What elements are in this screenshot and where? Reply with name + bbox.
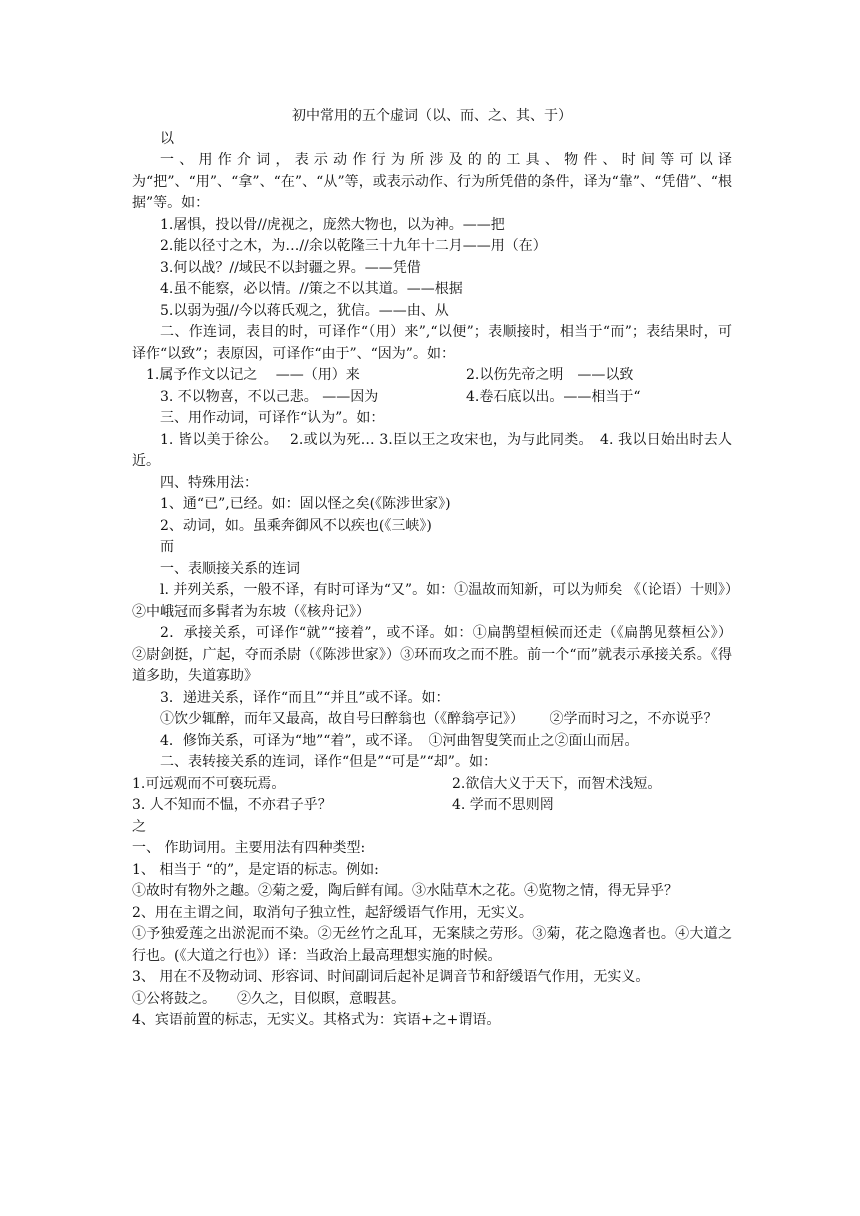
example-cell: 4. 学而不思则罔 <box>452 797 554 813</box>
paragraph: 一、 作助词用。主要用法有四种类型: <box>132 840 366 856</box>
example-line: 1.屠惧，投以骨//虎视之，庞然大物也，以为神。——把 <box>160 216 505 233</box>
example-cell: 3. 不以物喜，不以己悲。 ——因为 <box>160 388 379 405</box>
example-line: 2、动词，如。虽乘奔御风不以疾也(《三峡》) <box>160 517 432 534</box>
paragraph: 一、用作介词，表示动作行为所涉及的的工具、物件、时间等可以译为“把”、“用”、“拿”、“在”、“从”等，或表示动作、行为所凭借的条件，译为“靠”、“凭借”、“根据”等。如： <box>132 152 732 211</box>
example-line: 2.能以径寸之木，为…//余以乾隆三十九年十二月——用（在） <box>160 238 547 254</box>
paragraph: 一、表顺接关系的连词 <box>160 560 300 577</box>
paragraph: 3、 用在不及物动词、形容词、时间副词后起补足调音节和舒缓语气作用，无实义。 <box>132 969 650 985</box>
section-heading-er: 而 <box>160 539 174 555</box>
example-line: ①公将鼓之。 ②久之，目似瞑，意暇甚。 <box>132 990 405 1007</box>
example-row <box>132 795 732 817</box>
example-line: ①故时有物外之趣。②菊之爱，陶后鲜有闻。③水陆草木之花。④览物之情，得无异乎？ <box>132 883 678 899</box>
paragraph: 二、表转接关系的连词，译作“但是”“可是”“却”。如： <box>160 754 497 770</box>
example-cell: 2.欲信大义于天下，而智术浅短。 <box>452 775 662 792</box>
example-cell: 3. 人不知而不愠，不亦君子乎？ <box>132 797 332 813</box>
paragraph: 3．递进关系，译作“而且”“并且”或不译。如： <box>160 689 450 706</box>
paragraph: 2．承接关系，可译作“就”“接着”，或不译。如：①扁鹊望桓候而还走（《扁鹊见蔡桓公》） ②尉剑挺，广起，夺而杀尉（《陈涉世家》）③环而攻之而不胜。前一个“而”就表示承接关系。《得道多助，失道寡助》 <box>132 625 732 684</box>
example-line: 1. 皆以美于徐公。 2.或以为死… 3.臣以王之攻宋也，为与此同类。 4. 我以日始出时去人近。 <box>132 431 732 469</box>
example-cell: 1.属予作文以记之 ——（用）来 <box>146 367 360 383</box>
paragraph: 三、用作动词，可译作“认为”。如： <box>160 410 385 426</box>
example-cell: 2.以伤先帝之明 ——以致 <box>466 367 634 383</box>
example-line: 5.以弱为强//今以蒋氏观之，犹信。——由、从 <box>160 302 449 319</box>
example-line: ①予独爱莲之出淤泥而不染。②无丝竹之乱耳，无案牍之劳形。③菊，花之隐逸者也。④大道之行也。(《大道之行也》）译：当政治上最高理想实施的时候。 <box>132 926 732 964</box>
paragraph: 2、用在主谓之间，取消句子独立性，起舒缓语气作用，无实义。 <box>132 904 533 921</box>
example-cell: 4.卷石底以出。——相当于“ <box>466 388 641 405</box>
paragraph: 4、宾语前置的标志，无实义。其格式为：宾语+之+谓语。 <box>132 1012 501 1028</box>
paragraph: 4．修饰关系，可译为“地”“着”，或不译。 ①河曲智叟笑而止之②面山而居。 <box>160 732 639 749</box>
example-row <box>132 387 732 409</box>
section-heading-zhi: 之 <box>132 818 146 835</box>
example-line: 3.何以战？//域民不以封疆之界。——凭借 <box>160 259 421 276</box>
example-line: 4.虽不能察，必以情。//策之不以其道。——根据 <box>160 281 463 297</box>
paragraph: l. 并列关系，一般不译，有时可译为“又”。如：①温故而知新，可以为师矣 《（论语）十则》）②中峨冠而多髯者为东坡（《核舟记》） <box>132 582 732 620</box>
paragraph: 四、特殊用法： <box>160 474 258 491</box>
example-line: 1、通“已”,已经。如：固以怪之矣(《陈涉世家》) <box>160 496 451 512</box>
example-line: ①饮少辄醉，而年又最高，故自号曰醉翁也（《醉翁亭记》） ②学而时习之，不亦说乎？ <box>160 711 718 727</box>
document-title: 初中常用的五个虚词（以、而、之、其、于） <box>292 108 572 124</box>
example-row <box>132 365 732 387</box>
example-row <box>132 774 732 796</box>
document-body <box>132 106 732 1032</box>
paragraph: 二、作连词，表目的时，可译作“（用）来”,“以便”；表顺接时，相当于“而”；表结果时，可译作“以致”；表原因，可译作“由于”、“因为”。如： <box>132 324 732 362</box>
example-cell: 1.可远观而不可亵玩焉。 <box>132 775 286 792</box>
paragraph: 1、 相当于 “的”，是定语的标志。例如: <box>132 861 379 878</box>
section-heading-yi: 以 <box>160 130 174 147</box>
